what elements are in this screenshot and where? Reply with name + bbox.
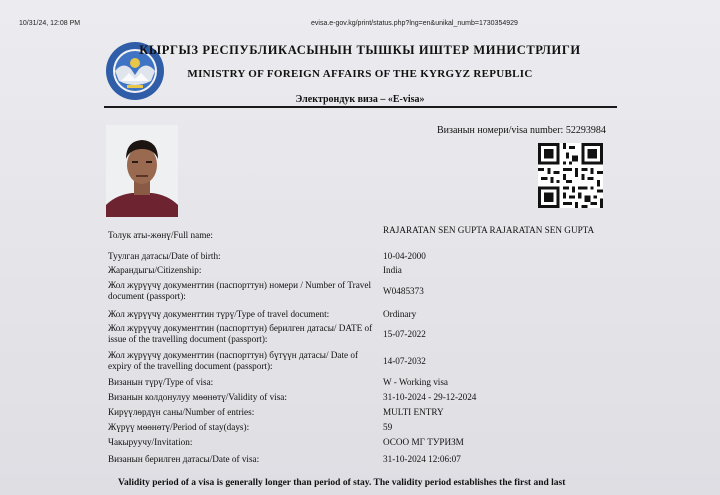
field-value: W0485373 (383, 286, 424, 296)
field-value: ОСОО МГ ТУРИЗМ (383, 437, 464, 447)
field-label: Визанын колдонулуу мөөнөтү/Validity of visa: (108, 392, 287, 402)
field-label: Жол жүрүүчү документтин (паспорттун) номери / Number of Travel document (passport): (108, 280, 372, 301)
field-value: 31-10-2024 - 29-12-2024 (383, 392, 477, 402)
field-label: Жүрүү мөөнөтү/Period of stay(days): (108, 422, 250, 432)
field-value: Ordinary (383, 309, 417, 319)
header-divider (104, 106, 617, 108)
field-value: India (383, 265, 402, 275)
field-label: Визанын берилген датасы/Date of visa: (108, 454, 260, 464)
ministry-title-en: MINISTRY OF FOREIGN AFFAIRS OF THE KYRGYZ REPUBLIC (187, 68, 533, 80)
field-value: RAJARATAN SEN GUPTA RAJARATAN SEN GUPTA (383, 225, 595, 235)
field-value: 31-10-2024 12:06:07 (383, 454, 461, 464)
visa-number: Визанын номери/visa number: 52293984 (437, 125, 606, 136)
field-label: Жол жүрүүчү документтин (паспорттун) берилген датасы/ DATE of issue of the travelling document (passport): (108, 323, 373, 344)
ministry-title-ky: КЫРГЫЗ РЕСПУБЛИКАСЫНЫН ТЫШКЫ ИШТЕР МИНИСТРЛИГИ (139, 43, 581, 57)
evisa-subtitle: Электрондук виза – «E-visa» (295, 94, 425, 105)
field-value: 59 (383, 422, 393, 432)
applicant-photo (106, 125, 178, 217)
validity-notice: Validity period of a visa is generally longer than period of stay. The validity period establishes the first and last (118, 478, 566, 488)
field-value: W - Working visa (383, 377, 449, 387)
field-label: Толук аты-жөнү/Full name: (108, 230, 213, 240)
field-value: 14-07-2032 (383, 356, 426, 366)
qr-code-icon (538, 143, 603, 208)
field-value: 15-07-2022 (383, 329, 426, 339)
field-label: Визанын түрү/Type of visa: (108, 377, 214, 387)
print-url: evisa.e-gov.kg/print/status.php?lng=en&unikal_numb=1730354929 (311, 20, 518, 27)
field-value: MULTI ENTRY (383, 407, 444, 417)
field-label: Туулган датасы/Date of birth: (108, 251, 221, 261)
field-label: Чакыруучу/Invitation: (108, 437, 193, 447)
field-label: Кирүүлөрдүн саны/Number of entries: (108, 407, 255, 417)
field-label: Жол жүрүүчү документтин (паспорттун) бүтүүн датасы/ Date of expiry of the travelling document (passport): (108, 350, 359, 371)
print-date: 10/31/24, 12:08 PM (19, 20, 81, 27)
field-value: 10-04-2000 (383, 251, 426, 261)
field-label: Жол жүрүүчү документтин түрү/Type of travel document: (108, 309, 330, 319)
field-label: Жарандыгы/Citizenship: (108, 265, 202, 275)
